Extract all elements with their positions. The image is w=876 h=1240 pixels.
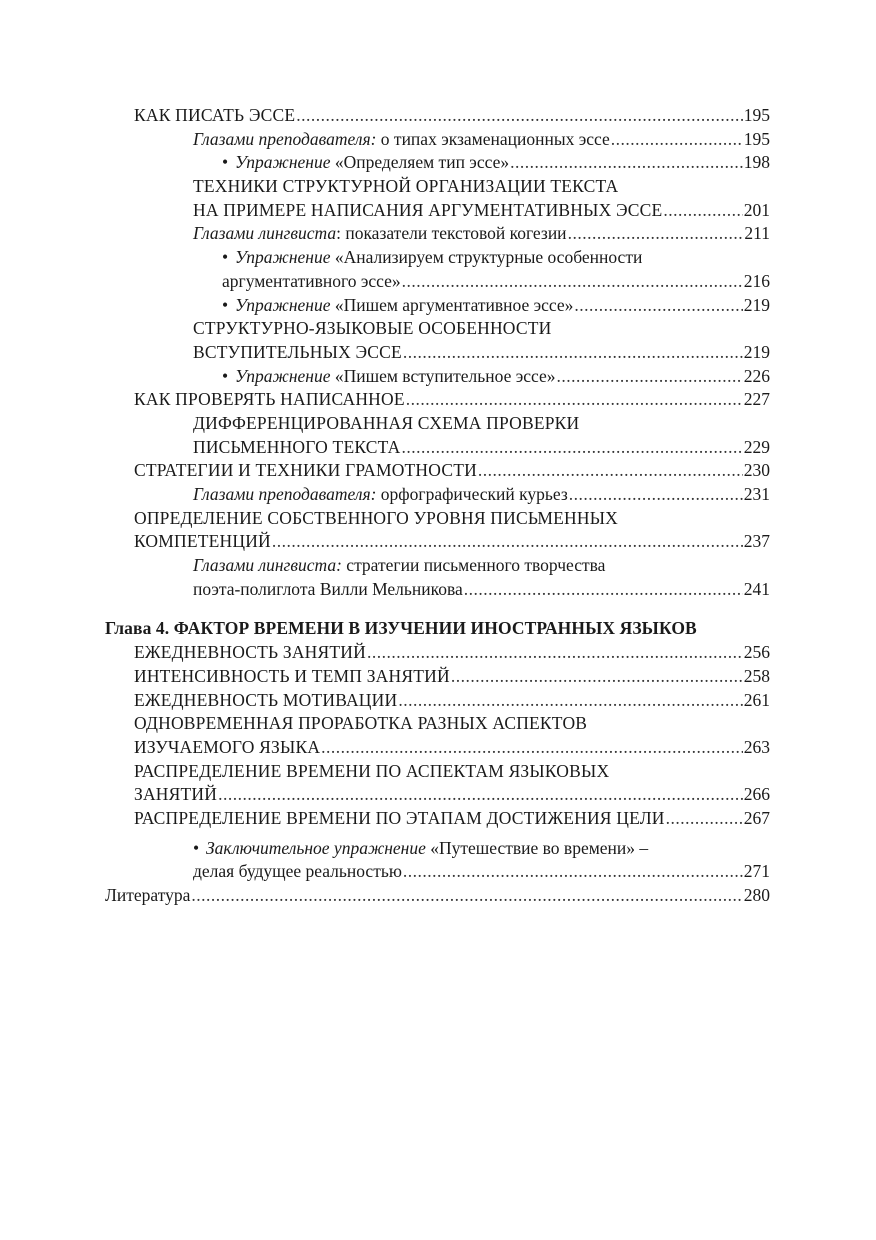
entry-title-cont: ВСТУПИТЕЛЬНЫХ ЭССЕ — [193, 341, 402, 362]
entry-italic-lead: Упражнение — [235, 152, 331, 173]
entry-title: Литература — [105, 885, 191, 905]
entry-title: ТЕХНИКИ СТРУКТУРНОЙ ОРГАНИЗАЦИИ ТЕКСТА — [193, 176, 619, 197]
page-number: 229 — [743, 436, 770, 457]
page-number: 198 — [743, 152, 770, 173]
entry-italic-lead: Заключительное упражнение — [206, 837, 426, 858]
page-number: 267 — [743, 807, 770, 828]
page-number: 271 — [743, 861, 770, 882]
leader-dots — [406, 388, 743, 412]
entry-title: «Путешествие во времени» – — [425, 837, 649, 858]
leader-dots — [663, 199, 742, 223]
page-number: 195 — [743, 105, 770, 125]
toc-entry — [134, 507, 770, 554]
toc-entry — [134, 665, 770, 689]
entry-title: СТРАТЕГИИ И ТЕХНИКИ ГРАМОТНОСТИ — [134, 460, 477, 481]
leader-dots — [510, 151, 743, 175]
page-number: 219 — [743, 341, 770, 362]
page-number: 211 — [744, 223, 770, 244]
entry-title: «Определяем тип эссе» — [330, 152, 510, 173]
entry-title-cont: поэта-полиглота Вилли Мельникова — [193, 578, 463, 599]
entry-title: ОДНОВРЕМЕННАЯ ПРОРАБОТКА РАЗНЫХ АСПЕКТОВ — [134, 713, 588, 734]
toc-entry — [134, 388, 770, 412]
leader-dots — [402, 436, 743, 460]
toc-entry — [193, 175, 770, 222]
toc-entry — [134, 712, 770, 759]
leader-dots — [574, 294, 742, 318]
page-number: 237 — [743, 531, 770, 552]
leader-dots — [464, 578, 743, 602]
entry-italic-lead: Упражнение — [235, 294, 331, 315]
leader-dots — [568, 222, 744, 246]
entry-title: «Пишем вступительное эссе» — [330, 365, 556, 386]
page-number: 258 — [743, 665, 770, 686]
leader-dots — [569, 483, 743, 507]
entry-title: РАСПРЕДЕЛЕНИЕ ВРЕМЕНИ ПО ЭТАПАМ ДОСТИЖЕНИЯ ЦЕЛИ — [134, 807, 665, 828]
leader-dots — [611, 128, 743, 152]
leader-dots — [478, 459, 743, 483]
bullet: • — [222, 365, 229, 386]
page-number: 226 — [743, 365, 770, 386]
leader-dots — [557, 365, 743, 389]
toc-entry — [222, 365, 770, 389]
entry-italic-lead: Упражнение — [235, 365, 331, 386]
leader-dots — [398, 689, 742, 713]
bullet: • — [222, 152, 229, 173]
entry-title-cont: КОМПЕТЕНЦИЙ — [134, 531, 271, 552]
leader-dots — [403, 860, 743, 884]
entry-title-cont: ЗАНЯТИЙ — [134, 784, 218, 805]
toc-entry — [193, 837, 770, 884]
leader-dots — [367, 641, 743, 665]
page-number: 256 — [743, 642, 770, 663]
page-number: 241 — [743, 578, 770, 599]
entry-title: СТРУКТУРНО-ЯЗЫКОВЫЕ ОСОБЕННОСТИ — [193, 318, 552, 339]
page-number: 195 — [743, 128, 770, 149]
entry-title: КАК ПРОВЕРЯТЬ НАПИСАННОЕ — [134, 389, 405, 410]
entry-title: ЕЖЕДНЕВНОСТЬ МОТИВАЦИИ — [134, 689, 398, 710]
page-number: 216 — [743, 270, 770, 291]
entry-title: ДИФФЕРЕНЦИРОВАННАЯ СХЕМА ПРОВЕРКИ — [193, 412, 580, 433]
entry-italic-lead: Глазами лингвиста — [193, 223, 337, 244]
entry-title-cont: делая будущее реальностью — [193, 861, 402, 882]
entry-italic-lead: Упражнение — [235, 247, 331, 268]
toc-entry — [193, 317, 770, 364]
toc-entry — [134, 807, 770, 831]
leader-dots — [666, 807, 743, 831]
entry-title: о типах экзаменационных эссе — [376, 128, 610, 149]
toc-entry — [134, 641, 770, 665]
leader-dots — [191, 884, 742, 908]
bullet: • — [222, 294, 229, 315]
entry-italic-lead: Глазами преподавателя: — [193, 484, 377, 504]
entry-title: : показатели текстовой когезии — [336, 223, 567, 244]
bullet: • — [193, 837, 200, 858]
entry-italic-lead: Глазами лингвиста: — [193, 555, 342, 576]
leader-dots — [218, 783, 743, 807]
toc-entry — [193, 554, 770, 601]
page-number: 201 — [743, 199, 770, 220]
toc-entry — [222, 246, 770, 293]
leader-dots — [321, 736, 743, 760]
entry-title-cont: ПИСЬМЕННОГО ТЕКСТА — [193, 436, 401, 457]
page-number: 231 — [743, 484, 770, 504]
page-number: 219 — [743, 294, 770, 315]
entry-title-cont: НА ПРИМЕРЕ НАПИСАНИЯ АРГУМЕНТАТИВНЫХ ЭССЕ — [193, 199, 663, 220]
toc-entry — [134, 689, 770, 713]
entry-title-cont: ИЗУЧАЕМОГО ЯЗЫКА — [134, 736, 321, 757]
toc-entry — [193, 222, 770, 246]
leader-dots — [402, 270, 743, 294]
leader-dots — [451, 665, 743, 689]
toc-entry-literature — [105, 884, 770, 908]
entry-title: ОПРЕДЕЛЕНИЕ СОБСТВЕННОГО УРОВНЯ ПИСЬМЕННЫХ — [134, 507, 619, 528]
toc-entry — [134, 760, 770, 807]
entry-title: ЕЖЕДНЕВНОСТЬ ЗАНЯТИЙ — [134, 642, 366, 663]
bullet: • — [222, 247, 229, 268]
page-number: 263 — [743, 736, 770, 757]
leader-dots — [296, 104, 743, 128]
entry-title: «Анализируем структурные особенности — [330, 247, 643, 268]
entry-title: орфографический курьез — [376, 484, 568, 504]
leader-dots — [272, 530, 743, 554]
entry-title: КАК ПИСАТЬ ЭССЕ — [134, 105, 296, 125]
entry-title: стратегии письменного творчества — [341, 555, 606, 576]
page-number: 266 — [743, 784, 770, 805]
leader-dots — [403, 341, 743, 365]
chapter-heading: Глава 4. ФАКТОР ВРЕМЕНИ В ИЗУЧЕНИИ ИНОСТРАННЫХ ЯЗЫКОВ — [105, 618, 697, 639]
page-number: 280 — [743, 885, 770, 905]
toc-entry — [222, 151, 770, 175]
entry-title: РАСПРЕДЕЛЕНИЕ ВРЕМЕНИ ПО АСПЕКТАМ ЯЗЫКОВЫХ — [134, 760, 610, 781]
toc-entry — [193, 483, 770, 507]
toc-entry — [193, 412, 770, 459]
page-number: 230 — [743, 460, 770, 481]
entry-title: ИНТЕНСИВНОСТЬ И ТЕМП ЗАНЯТИЙ — [134, 665, 450, 686]
toc-entry — [134, 459, 770, 483]
entry-italic-lead: Глазами преподавателя: — [193, 128, 377, 149]
toc-entry — [134, 104, 770, 128]
table-of-contents — [0, 104, 876, 908]
page-number: 261 — [743, 689, 770, 710]
toc-entry — [222, 294, 770, 318]
entry-title-cont: аргументативного эссе» — [222, 270, 401, 291]
toc-entry — [193, 128, 770, 152]
page-number: 227 — [743, 389, 770, 410]
entry-title: «Пишем аргументативное эссе» — [330, 294, 574, 315]
